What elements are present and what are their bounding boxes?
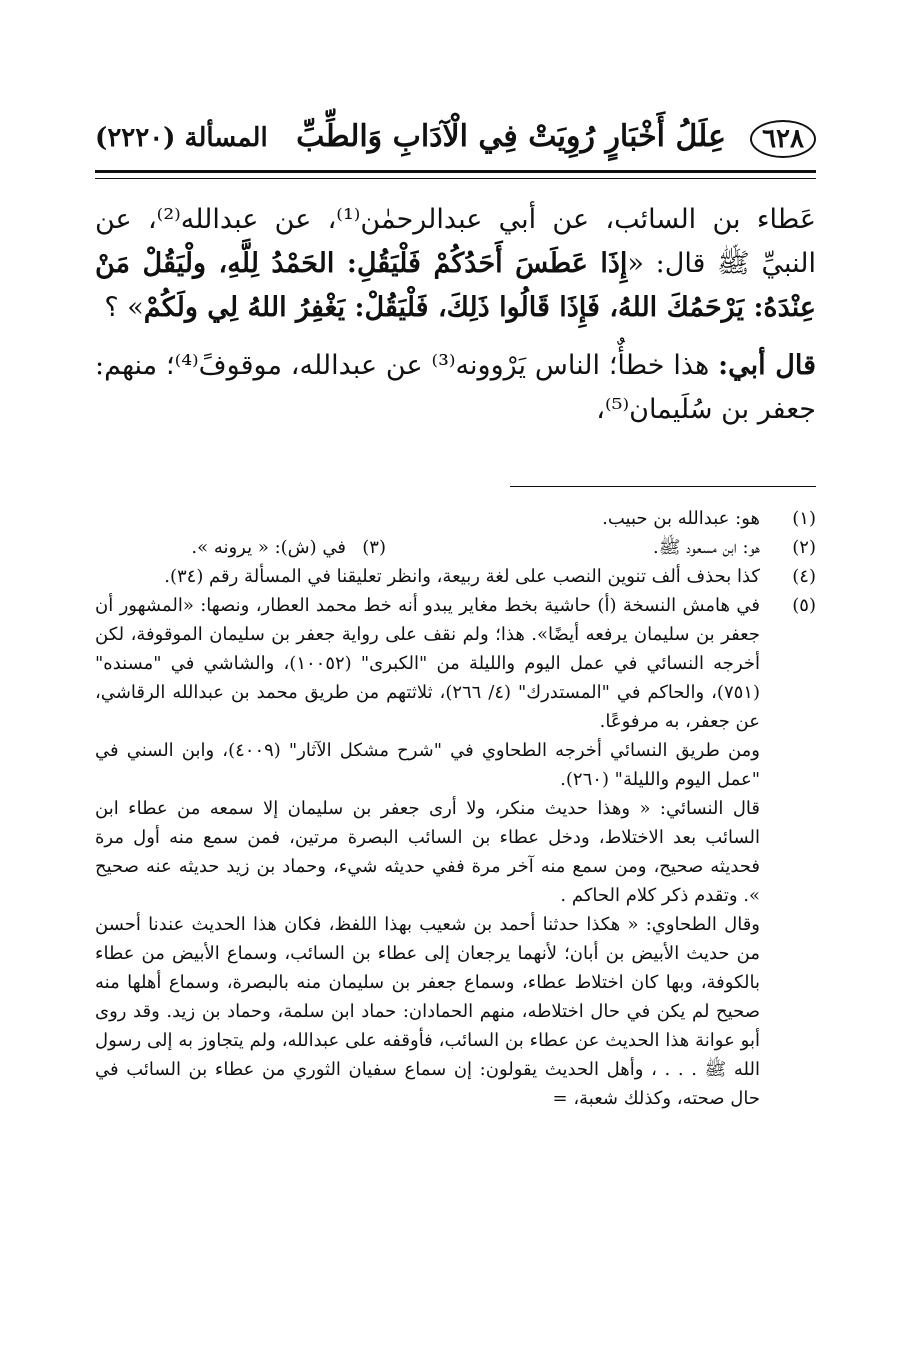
chain-of-narration: عَطاء بن السائب، عن أبي عبدالرحمٰن⁽¹⁾، عن عبدالله⁽²⁾، عن النبيِّ ﷺ قال: « [95, 204, 817, 279]
hadith-text: إِذَا عَطَسَ أَحَدُكُمْ فَلْيَقُلِ: الحَمْدُ لِلَّهِ، ولْيَقُلْ مَنْ عِنْدَهُ: يَرْحَمُكَ اللهُ، فَإِذَا قَالُوا ذَلِكَ، فَلْيَقُلْ: يَغْفِرُ اللهُ لِي ولَكُمْ [95, 248, 816, 323]
hadith-close: » ؟ [104, 292, 144, 323]
footnote-marker: (٥) [792, 595, 816, 616]
page-number: ٦٢٨ [750, 120, 816, 158]
footnote-marker: (٢) [792, 537, 816, 558]
ruling-text: هذا خطأٌ؛ الناس يَرْوونه⁽³⁾ عن عبدالله، موقوفً⁽⁴⁾؛ منهم: جعفر بن سُلَيمان⁽⁵⁾، [95, 350, 816, 425]
footnote-marker: (٤) [792, 566, 816, 587]
footnotes [95, 504, 816, 1113]
book-title: عِلَلُ أَخْبَارٍ رُوِيَتْ فِي الْآدَابِ وَالطِّبِّ [296, 119, 726, 154]
footnote-paragraph: في هامش النسخة (أ) حاشية بخط مغاير يبدو أنه خط محمد العطار، ونصها: «المشهور أن جعفر بن سليمان يرفعه أيضًا». هذا؛ ولم نقف على رواية جعفر بن سليمان الموقوفة، لكن أخرجه النسائي في عمل اليوم والليلة من "الكبرى" (١٠٠٥٢)، والشاشي في "مسنده" (٧٥١)، والحاكم في "المستدرك" (٤/ ٢٦٦)، ثلاثتهم من طريق محمد بن عبدالله الرقاشي، عن جعفر، به مرفوعًا. [95, 595, 760, 732]
footnote-text: هو: عبدالله بن حبيب. [602, 508, 760, 529]
speaker-label: قال أبي: [718, 350, 817, 381]
header-rule-thick [95, 170, 816, 173]
footnote-body [95, 591, 760, 1113]
footnote-marker: (٣) [362, 537, 386, 558]
footnote-paragraph: ومن طريق النسائي أخرجه الطحاوي في "شرح مشكل الآثار" (٤٠٠٩)، وابن السني في "عمل اليوم والليلة" (٢٦٠). [95, 740, 760, 790]
running-header [95, 116, 816, 166]
footnote-text: كذا بحذف ألف تنوين النصب على لغة ربيعة، وانظر تعليقنا في المسألة رقم (٣٤). [164, 566, 760, 587]
header-rule-thin [95, 178, 816, 179]
footnote-4 [95, 562, 816, 591]
footnote-paragraph: وقال الطحاوي: « هكذا حدثنا أحمد بن شعيب بهذا اللفظ، فكان هذا الحديث عندنا أحسن من حديث الأبيض بن أبان؛ لأنهما يرجعان إلى عطاء بن السائب، وسماع الأبيض من عطاء بالكوفة، وبها كان اختلاط عطاء، وسماع جعفر بن سليمان منه بالبصرة، وسماع أهلها منه صحيح لم يكن في حال اختلاطه، منهم الحمادان: حماد ابن سلمة، وحماد بن زيد. وقد روى أبو عوانة هذا الحديث عن عطاء بن السائب، فأوقفه على عبدالله، ولم يتجاوز به إلى رسول الله ﷺ . . . ، وأهل الحديث يقولون: إن سماع سفيان الثوري من عطاء بن السائب في حال صحته، وكذلك شعبة، = [95, 914, 760, 1109]
main-paragraph-1 [95, 198, 816, 330]
main-text [95, 198, 816, 432]
footnote-marker: (١) [792, 508, 816, 529]
footnote-separator [510, 486, 816, 487]
issue-label: المسألة (٢٢٢٠) [95, 123, 268, 153]
footnote-5 [95, 591, 816, 1113]
footnote-text: في (ش): « يرونه ». [191, 537, 346, 558]
footnote-2-3 [95, 533, 816, 562]
footnote-paragraph: قال النسائي: « وهذا حديث منكر، ولا أرى جعفر بن سليمان إلا سمعه من عطاء ابن السائب بعد الاختلاط، ودخل عطاء بن السائب البصرة مرتين، فمن سمع منه أول مرة فحديثه صحيح، ومن سمع منه آخر مرة ففي حديثه شيء، وحماد بن زيد حديثه عنه صحيح ». وتقدم ذكر كلام الحاكم . [95, 798, 760, 906]
footnote-text: هو: ابن مسعود ﷺ. [652, 537, 760, 558]
footnote-1 [95, 504, 816, 533]
main-paragraph-2 [95, 344, 816, 432]
